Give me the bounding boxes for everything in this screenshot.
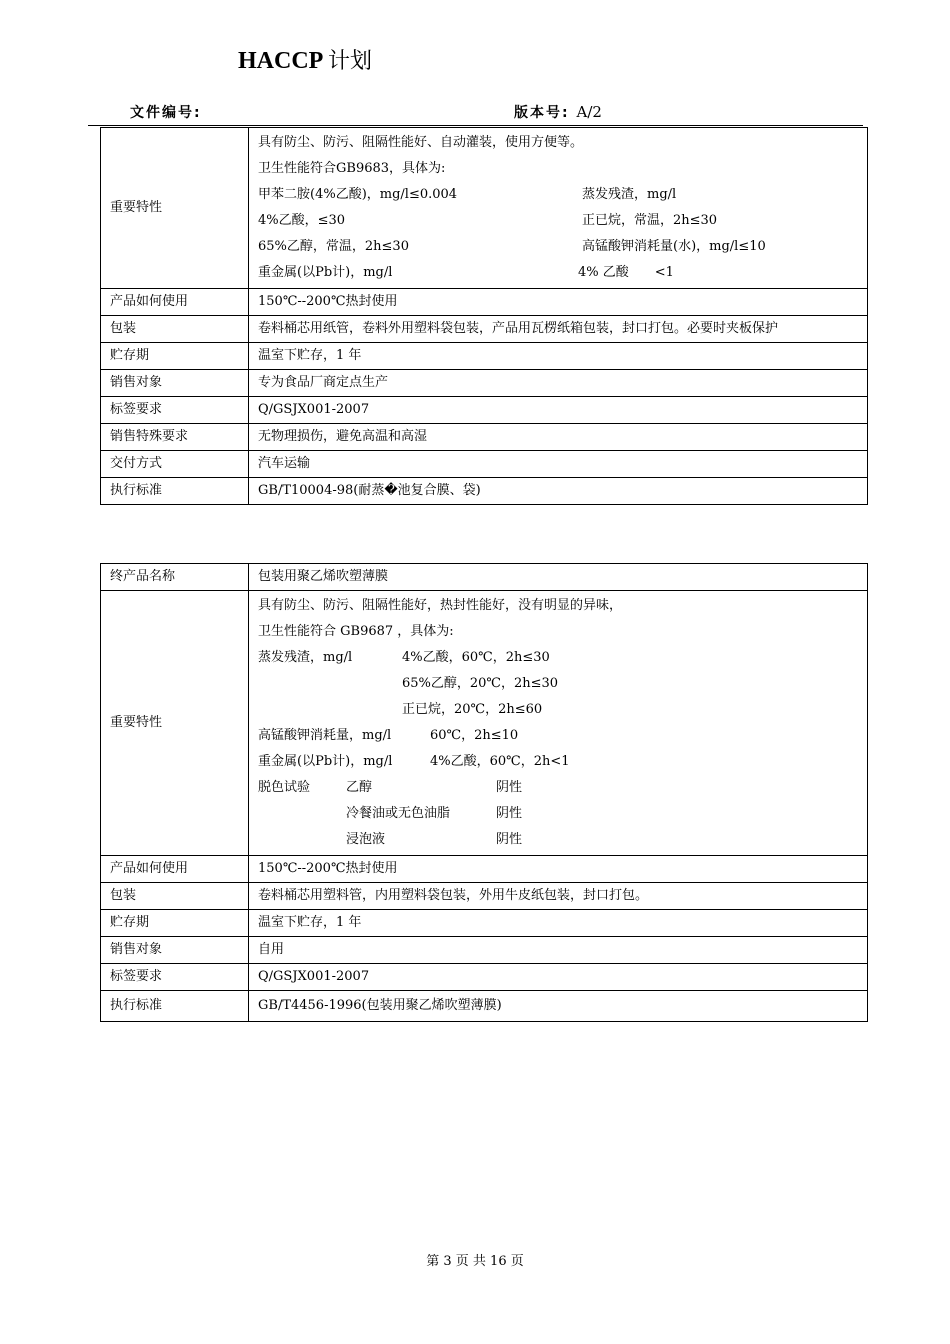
- feature-text-col2: 蒸发残渣，mg/l: [582, 187, 677, 202]
- row-value: GB/T10004-98(耐蒸�池复合膜、袋): [249, 478, 868, 505]
- table-row: [101, 424, 868, 451]
- feature-text: 卫生性能符合GB9683，具体为:: [258, 161, 446, 176]
- row-value: Q/GSJX001-2007: [249, 964, 868, 991]
- page-number: 第 3 页 共 16 页: [426, 1254, 524, 1269]
- feature-text-col2: 4%乙酸，60℃，2h<1: [430, 754, 570, 769]
- table-row: [101, 478, 868, 505]
- feature-text: 重金属(以Pb计)，mg/l: [258, 754, 393, 769]
- feature-text: 4%乙酸，≤30: [258, 213, 346, 228]
- feature-text: 卫生性能符合 GB9687 ，具体为:: [258, 624, 454, 639]
- feature-text: 蒸发残渣，mg/l: [258, 650, 353, 665]
- features-cell: [249, 128, 868, 289]
- row-value: 卷料桶芯用塑料管，内用塑料袋包装，外用牛皮纸包装，封口打包。: [249, 883, 868, 910]
- table-row: [101, 289, 868, 316]
- feature-text: 具有防尘、防污、阻隔性能好、自动灌装，使用方便等。: [258, 135, 584, 150]
- feature-line: [258, 749, 867, 775]
- row-label: 执行标准: [101, 478, 249, 505]
- feature-text-col2: 浸泡液: [346, 832, 386, 847]
- table-row: [101, 964, 868, 991]
- row-value: Q/GSJX001-2007: [249, 397, 868, 424]
- feature-text-col2: 正已烷，常温，2h≤30: [582, 213, 718, 228]
- feature-text-col2: 高锰酸钾消耗量(水)，mg/l≤10: [582, 239, 766, 254]
- feature-text-col3: 阴性: [496, 832, 523, 847]
- feature-line: [258, 827, 867, 853]
- feature-text: 高锰酸钾消耗量，mg/l: [258, 728, 392, 743]
- feature-line: [258, 801, 867, 827]
- row-value: 温室下贮存，1 年: [249, 910, 868, 937]
- table-row: [101, 316, 868, 343]
- row-value: 无物理损伤，避免高温和高湿: [249, 424, 868, 451]
- row-value: 温室下贮存，1 年: [249, 343, 868, 370]
- feature-text-col2: 65%乙醇，20℃，2h≤30: [402, 676, 559, 691]
- title-latin: HACCP: [238, 48, 322, 74]
- row-label: 贮存期: [101, 343, 249, 370]
- row-value: 专为食品厂商定点生产: [249, 370, 868, 397]
- table-row: [101, 883, 868, 910]
- table-row: [101, 343, 868, 370]
- feature-line: [258, 775, 867, 801]
- feature-line: [258, 208, 867, 234]
- feature-text-col2: 60℃，2h≤10: [430, 728, 519, 743]
- row-value: 150℃--200℃热封使用: [249, 856, 868, 883]
- row-value: 自用: [249, 937, 868, 964]
- doc-number-label: 文件编号:: [130, 105, 202, 121]
- row-label: 标签要求: [101, 964, 249, 991]
- feature-text-col3: 阴性: [496, 780, 523, 795]
- row-label: 包装: [101, 316, 249, 343]
- product-name-row: [101, 564, 868, 591]
- table-row: [101, 370, 868, 397]
- version-field: [514, 102, 602, 122]
- feature-line: [258, 182, 867, 208]
- feature-text-col2: 4% 乙酸 <1: [578, 265, 674, 280]
- row-label: 贮存期: [101, 910, 249, 937]
- row-value: GB/T4456-1996(包装用聚乙烯吹塑薄膜): [249, 991, 868, 1022]
- table-row: [101, 937, 868, 964]
- table-row: [101, 910, 868, 937]
- feature-text-col2: 4%乙酸，60℃，2h≤30: [402, 650, 550, 665]
- features-label: 重要特性: [101, 128, 249, 289]
- table-row: [101, 856, 868, 883]
- table-row: [101, 451, 868, 478]
- feature-text-col3: 阴性: [496, 806, 523, 821]
- row-label: 产品如何使用: [101, 289, 249, 316]
- row-label: 执行标准: [101, 991, 249, 1022]
- feature-text-col2: 乙醇: [346, 780, 373, 795]
- product-name-value: 包装用聚乙烯吹塑薄膜: [249, 564, 868, 591]
- row-label: 包装: [101, 883, 249, 910]
- row-label: 销售对象: [101, 937, 249, 964]
- spec-table-1: [100, 127, 868, 505]
- title-cn: 计划: [328, 49, 373, 74]
- page-title: [238, 44, 372, 75]
- feature-line: [258, 723, 867, 749]
- product-name-label: 终产品名称: [101, 564, 249, 591]
- feature-text: 脱色试验: [258, 780, 311, 795]
- row-label: 销售对象: [101, 370, 249, 397]
- feature-line: [258, 697, 867, 723]
- features-label: 重要特性: [101, 591, 249, 856]
- row-value: 卷料桶芯用纸管，卷料外用塑料袋包装，产品用瓦楞纸箱包装，封口打包。必要时夹板保护: [249, 316, 868, 343]
- version-value: A/2: [576, 103, 602, 121]
- row-label: 销售特殊要求: [101, 424, 249, 451]
- spec-table-2: [100, 563, 868, 1022]
- feature-line: [258, 671, 867, 697]
- feature-line: [258, 593, 867, 619]
- row-label: 交付方式: [101, 451, 249, 478]
- feature-line: [258, 130, 867, 156]
- table-row: [101, 397, 868, 424]
- features-row: [101, 591, 868, 856]
- feature-text: 具有防尘、防污、阻隔性能好，热封性能好，没有明显的异味，: [258, 598, 623, 613]
- row-value: 150℃--200℃热封使用: [249, 289, 868, 316]
- row-label: 标签要求: [101, 397, 249, 424]
- feature-text: 重金属(以Pb计)，mg/l: [258, 265, 393, 280]
- feature-text-col2: 正已烷，20℃，2h≤60: [402, 702, 543, 717]
- feature-line: [258, 260, 867, 286]
- table-row: [101, 991, 868, 1022]
- header-rule: [88, 125, 863, 126]
- feature-line: [258, 619, 867, 645]
- feature-line: [258, 645, 867, 671]
- features-cell: [249, 591, 868, 856]
- feature-text-col2: 冷餐油或无色油脂: [346, 806, 451, 821]
- feature-text: 65%乙醇，常温，2h≤30: [258, 239, 409, 254]
- row-value: 汽车运输: [249, 451, 868, 478]
- feature-line: [258, 156, 867, 182]
- features-row: [101, 128, 868, 289]
- version-label: 版本号:: [514, 105, 570, 121]
- feature-line: [258, 234, 867, 260]
- feature-text: 甲苯二胺(4%乙酸)，mg/l≤0.004: [258, 187, 458, 202]
- row-label: 产品如何使用: [101, 856, 249, 883]
